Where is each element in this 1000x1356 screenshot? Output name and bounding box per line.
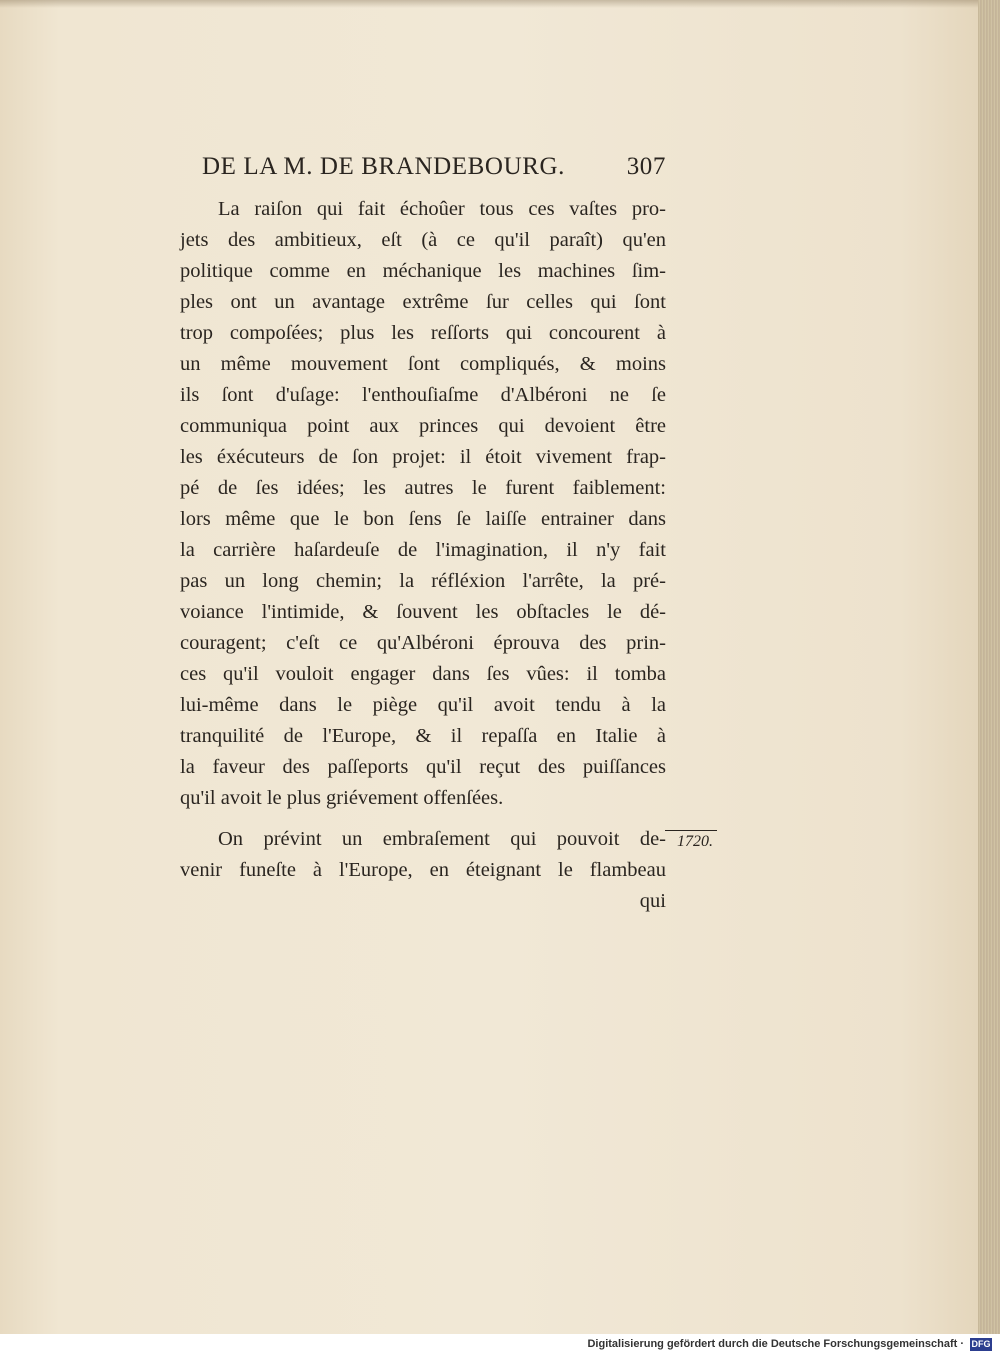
text-line: ils ſont d'uſage: l'enthouſiaſme d'Albéroni ne ſe — [180, 384, 666, 406]
catchword: qui — [639, 890, 666, 912]
text-line: venir funeſte à l'Europe, en éteignant le flambeau — [180, 859, 666, 881]
text-line: lors même que le bon ſens ſe laiſſe entrainer dans — [180, 508, 666, 530]
text-line: pas un long chemin; la réfléxion l'arrête, la pré- — [180, 570, 666, 592]
text-line: couragent; c'eſt ce qu'Albéroni éprouva des prin- — [180, 632, 666, 654]
text-line: politique comme en méchanique les machines ſim- — [180, 260, 666, 282]
dfg-logo-icon: DFG — [971, 1339, 991, 1349]
paragraph-gap — [180, 814, 666, 824]
text-line: ples ont un avantage extrême ſur celles qui ſont — [180, 291, 666, 313]
text-line: qu'il avoit le plus griévement offenſées. — [180, 787, 504, 809]
text-line: jets des ambitieux, eſt (à ce qu'il paraît) qu'en — [180, 229, 666, 251]
page-edge-stack — [978, 0, 1000, 1334]
margin-note-year: 1720. — [665, 830, 717, 851]
text-line: La raiſon qui fait échoûer tous ces vaſtes pro- — [218, 198, 666, 220]
running-head — [202, 150, 666, 184]
text-line: les éxécuteurs de ſon projet: il étoit vivement frap- — [180, 446, 666, 468]
text-line: un même mouvement ſont compliqués, & moins — [180, 353, 666, 375]
text-line: ces qu'il vouloit engager dans ſes vûes: il tomba — [180, 663, 666, 685]
footer-bar — [0, 1334, 1000, 1356]
text-line: communiqua point aux princes qui devoient être — [180, 415, 666, 437]
text-line: On prévint un embraſement qui pouvoit de- — [218, 828, 666, 850]
paragraph-2 — [180, 824, 666, 886]
paragraph-1 — [180, 194, 666, 814]
text-line: la carrière haſardeuſe de l'imagination, il n'y fait — [180, 539, 666, 561]
running-title: DE LA M. DE BRANDEBOURG. — [202, 153, 566, 180]
text-line: voiance l'intimide, & ſouvent les obſtacles le dé- — [180, 601, 666, 623]
text-block — [180, 150, 666, 917]
text-line: la faveur des paſſeports qu'il reçut des puiſſances — [180, 756, 666, 778]
page-number: 307 — [626, 153, 666, 180]
text-line: lui-même dans le piège qu'il avoit tendu à la — [180, 694, 666, 716]
text-line: tranquilité de l'Europe, & il repaſſa en Italie à — [180, 725, 666, 747]
footer-credit: Digitalisierung gefördert durch die Deutsche Forschungsgemeinschaft · — [587, 1338, 964, 1350]
page-shadow — [0, 0, 978, 8]
text-line: trop compoſées; plus les reſſorts qui concourent à — [180, 322, 666, 344]
text-line: pé de ſes idées; les autres le furent faiblement: — [180, 477, 666, 499]
